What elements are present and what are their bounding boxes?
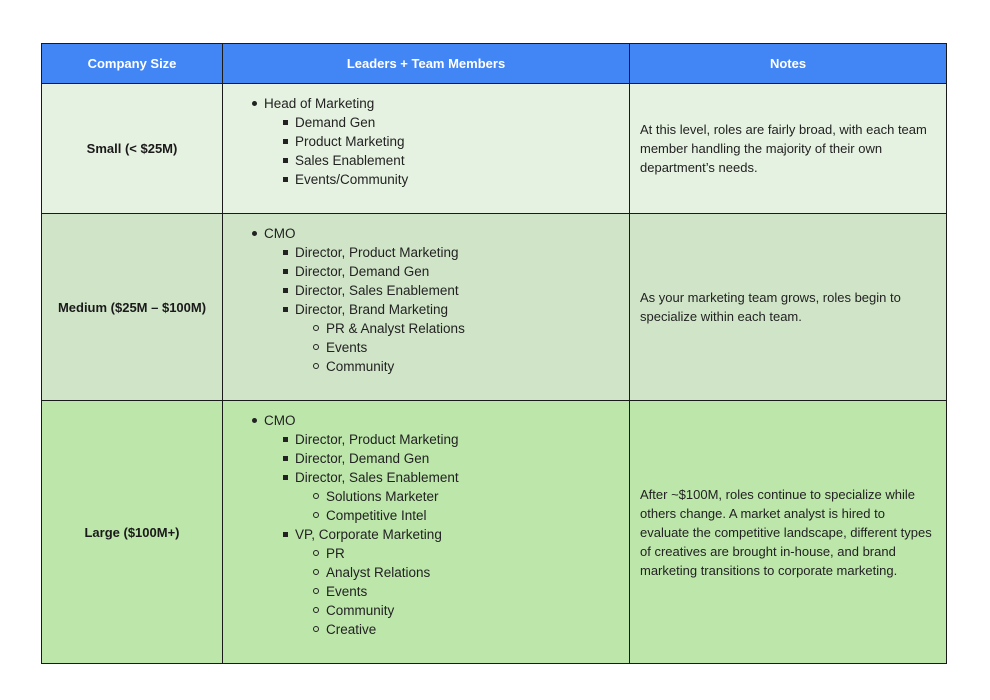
company-size-cell: Small (< $25M) xyxy=(42,84,223,214)
marketing-org-table xyxy=(41,43,947,664)
square-bullet-icon xyxy=(283,177,288,182)
team-member-item xyxy=(295,262,629,281)
leader-item xyxy=(223,224,629,376)
team-member-label: Director, Demand Gen xyxy=(295,264,430,279)
roles-cell xyxy=(223,401,630,664)
leader-item xyxy=(223,411,629,639)
sub-role-item xyxy=(326,544,629,563)
sub-role-label: Community xyxy=(326,603,395,618)
circle-bullet-icon xyxy=(313,493,319,499)
team-member-label: Director, Product Marketing xyxy=(295,432,459,447)
circle-bullet-icon xyxy=(313,588,319,594)
roles-list xyxy=(223,84,629,189)
square-bullet-icon xyxy=(283,307,288,312)
square-bullet-icon xyxy=(283,269,288,274)
sub-role-item xyxy=(326,338,629,357)
notes-cell: At this level, roles are fairly broad, with each team member handling the majority of their own department’s needs. xyxy=(630,84,947,214)
team-member-item xyxy=(295,430,629,449)
header-leaders-team-members: Leaders + Team Members xyxy=(223,44,630,84)
sub-role-label: Creative xyxy=(326,622,377,637)
square-bullet-icon xyxy=(283,437,288,442)
team-member-label: Events/Community xyxy=(295,172,409,187)
square-bullet-icon xyxy=(283,250,288,255)
sub-role-label: Events xyxy=(326,340,368,355)
disc-bullet-icon xyxy=(252,101,257,106)
team-member-label: Director, Product Marketing xyxy=(295,245,459,260)
team-member-item xyxy=(295,243,629,262)
sub-role-label: PR xyxy=(326,546,345,561)
notes-cell: After ~$100M, roles continue to specialize while others change. A market analyst is hired to evaluate the competitive landscape, different types of creatives are brought in-house, and brand marketing transitions to corporate marketing. xyxy=(630,401,947,664)
sub-role-item xyxy=(326,487,629,506)
team-member-label: Director, Demand Gen xyxy=(295,451,430,466)
team-member-item xyxy=(295,468,629,525)
sub-role-label: Analyst Relations xyxy=(326,565,431,580)
circle-bullet-icon xyxy=(313,569,319,575)
team-member-label: Director, Brand Marketing xyxy=(295,302,449,317)
circle-bullet-icon xyxy=(313,325,319,331)
team-member-label: Director, Sales Enablement xyxy=(295,470,459,485)
disc-bullet-icon xyxy=(252,418,257,423)
table-row xyxy=(42,214,947,401)
circle-bullet-icon xyxy=(313,344,319,350)
team-member-label: Demand Gen xyxy=(295,115,376,130)
disc-bullet-icon xyxy=(252,231,257,236)
leader-label: Head of Marketing xyxy=(264,96,375,111)
circle-bullet-icon xyxy=(313,607,319,613)
header-notes: Notes xyxy=(630,44,947,84)
sub-role-item xyxy=(326,319,629,338)
company-size-cell: Large ($100M+) xyxy=(42,401,223,664)
circle-bullet-icon xyxy=(313,363,319,369)
team-member-item xyxy=(295,132,629,151)
team-member-label: Sales Enablement xyxy=(295,153,405,168)
sub-role-list xyxy=(326,544,629,639)
roles-list xyxy=(223,401,629,639)
sub-role-label: Competitive Intel xyxy=(326,508,427,523)
roles-cell xyxy=(223,84,630,214)
sub-role-item xyxy=(326,620,629,639)
square-bullet-icon xyxy=(283,532,288,537)
sub-role-item xyxy=(326,357,629,376)
header-row xyxy=(42,44,947,84)
roles-cell xyxy=(223,214,630,401)
circle-bullet-icon xyxy=(313,626,319,632)
leader-item xyxy=(223,94,629,189)
team-member-item xyxy=(295,449,629,468)
team-member-label: Director, Sales Enablement xyxy=(295,283,459,298)
roles-list xyxy=(223,214,629,376)
team-members-list xyxy=(295,113,629,189)
square-bullet-icon xyxy=(283,120,288,125)
team-members-list xyxy=(295,243,629,376)
sub-role-item xyxy=(326,601,629,620)
sub-role-item xyxy=(326,582,629,601)
circle-bullet-icon xyxy=(313,550,319,556)
notes-cell: As your marketing team grows, roles begin to specialize within each team. xyxy=(630,214,947,401)
company-size-cell: Medium ($25M – $100M) xyxy=(42,214,223,401)
sub-role-label: Community xyxy=(326,359,395,374)
team-member-item xyxy=(295,281,629,300)
team-member-item xyxy=(295,525,629,639)
square-bullet-icon xyxy=(283,288,288,293)
sub-role-list xyxy=(326,319,629,376)
team-member-label: Product Marketing xyxy=(295,134,405,149)
team-member-item xyxy=(295,113,629,132)
leader-label: CMO xyxy=(264,413,296,428)
sub-role-label: Events xyxy=(326,584,368,599)
team-member-label: VP, Corporate Marketing xyxy=(295,527,442,542)
table-row xyxy=(42,84,947,214)
team-member-item xyxy=(295,151,629,170)
sub-role-label: PR & Analyst Relations xyxy=(326,321,465,336)
sub-role-label: Solutions Marketer xyxy=(326,489,439,504)
circle-bullet-icon xyxy=(313,512,319,518)
header-company-size: Company Size xyxy=(42,44,223,84)
leader-label: CMO xyxy=(264,226,296,241)
team-member-item xyxy=(295,170,629,189)
sub-role-item xyxy=(326,563,629,582)
square-bullet-icon xyxy=(283,139,288,144)
team-member-item xyxy=(295,300,629,376)
sub-role-item xyxy=(326,506,629,525)
square-bullet-icon xyxy=(283,456,288,461)
sub-role-list xyxy=(326,487,629,525)
square-bullet-icon xyxy=(283,475,288,480)
table-row xyxy=(42,401,947,664)
team-members-list xyxy=(295,430,629,639)
square-bullet-icon xyxy=(283,158,288,163)
